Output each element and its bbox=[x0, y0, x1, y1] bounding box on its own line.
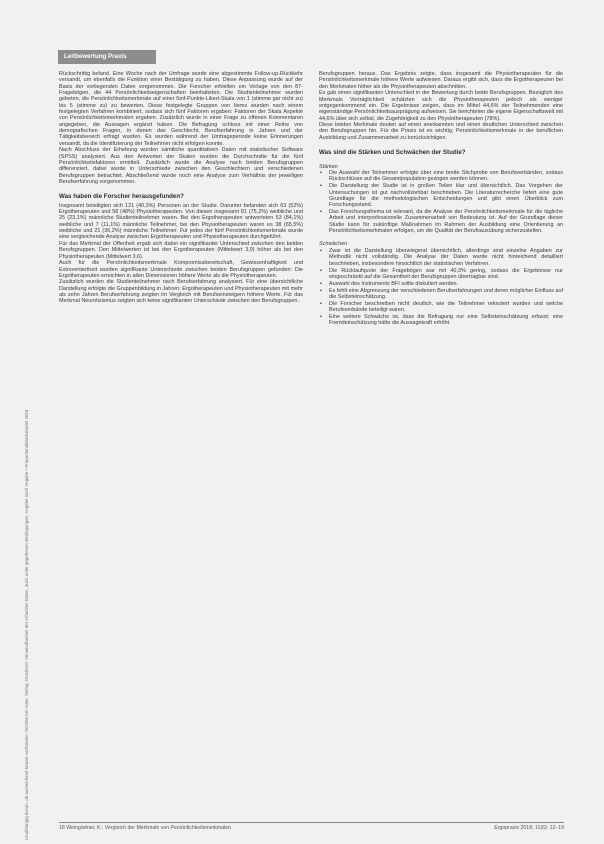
paragraph: Zusätzlich wurden die Studienteilnehmer nach Berufserfahrung analysiert. Für eine übersichtliche Darstellung erfolgte die Gruppenbildung in Jahren: Ergotherapeuten und Physiotherapeuten mit mehr als zehn Jahren Berufserfahrung zeigten im Vergleich mit Berufseinsteigern höhere Werte. Für das Merkmal Neurotizismus zeigten sich keine signifikanten Unterschiede zwischen den Berufsgruppen. bbox=[59, 279, 303, 305]
list-item: ▪ Das Forschungsthema ist relevant, da die Analyse der Persönlichkeitsmerkmale für die tägliche Arbeit und interprofessionelle Zusammenarbeit von Bedeutung ist. Auf der Grundlage dieser Studie kann für zukünftige Maßnahmen im Rahmen der Ausbildung eine Orientierung an Persönlichkeitsmerkmalen erfolgen, um die Qualität der Berufsausübung sicherzustellen. bbox=[320, 209, 563, 235]
paragraph: Auch für die Persönlichkeitsmerkmale Kompromissbereitschaft, Gewissenhaftigkeit und Extrovertiertheit wurden signifikante Unterschiede zwischen beiden Berufsgruppen gefunden: Die Ergotherapeuten erreichten in allen Dimensionen höhere Werte als die Physiotherapeuten. bbox=[59, 260, 303, 279]
paragraph: Es gab einen signifikanten Unterschied in der Bewertung durch beide Berufsgruppen. Bezüglich des Merkmals Verträglichkeit schätzten sich die Physiotherapeuten jedoch als weniger entgegenkommend ein. Die Ergebnisse zeigen, dass im Mittel 44,6% der Teilnehmenden eine eigenständige Persönlichkeitsausprägung aufweisen. Sie berichteten die eigene Eigenschaftswelt mit 44,6% über sich selbst, die Zugehörigkeit zu den Physiotherapeuten (78%). bbox=[319, 90, 563, 122]
bullet-icon: ▪ bbox=[320, 267, 322, 274]
list-item: ▪ Eine weitere Schwäche ist, dass die Befragung nur eine Selbsteinschätzung erfasst; eine Fremdeinschätzung hätte die Aussagekraft erhöht. bbox=[320, 313, 563, 327]
paragraph: Insgesamt beteiligten sich 121 (40,3%) Personen an der Studie. Darunter befanden sich 63 (52%) Ergotherapeuten und 58 (48%) Physiotherapeuten. Von diesen insgesamt 81 (75,2%) weibliche und 25 (23,1%) männliche Studienteilnehmer waren. Bei den Ergotherapeuten antworteten 53 (84,1%) weibliche und 7 (11,1%) männliche Teilnehmer, bei den Physiotherapeuten waren es 38 (65,5%) weibliche und 21 (36,2%) männliche Teilnehmer. Für jedes der fünf Persönlichkeitsmerkmale wurde eine vergleichende Analyse zwischen Ergotherapeuten und Physiotherapeuten durchgeführt. bbox=[59, 202, 303, 241]
bullet-icon: ▪ bbox=[320, 209, 322, 216]
list-item: ▪ Zwar ist die Darstellung überwiegend übersichtlich, allerdings sind einzelne Angaben zur Methodik nicht vollständig. Die Analyse der Daten wurde nicht hinreichend detailliert beschrieben, insbesondere hinsichtlich der statistischen Verfahren. bbox=[320, 248, 563, 267]
section-heading: Was sind die Stärken und Schwächen der Studie? bbox=[319, 149, 466, 157]
bullet-icon: ▪ bbox=[320, 280, 322, 287]
footer-citation: 18 Weingärtner, K.: Vergleich der Merkmale von Persönlichkeitsmerkmalen bbox=[59, 825, 232, 831]
bullet-icon: ▪ bbox=[320, 313, 322, 320]
bullet-icon: ▪ bbox=[320, 300, 322, 307]
section-tag: Leitbewertung Praxis bbox=[58, 50, 156, 64]
list-item: ▪ Die Forscher beschreiben nicht deutlich, wie die Teilnehmer rekrutiert wurden und welche Berufsverbände beteiligt waren. bbox=[320, 300, 563, 314]
list-item: ▪ Es fehlt eine Abgrenzung der verschiedenen Berufserfahrungen und deren möglicher Einfluss auf die Selbsteinschätzung. bbox=[320, 287, 563, 300]
bullet-icon: ▪ bbox=[320, 183, 322, 190]
bullet-icon: ▪ bbox=[320, 170, 322, 177]
footer-journal: Ergopraxis 2018; 11(6): 12–19 bbox=[494, 825, 564, 831]
section-heading: Was haben die Forscher herausgefunden? bbox=[59, 193, 184, 201]
paragraph: Nach Abschluss der Erhebung wurden sämtliche quantitativen Daten mit statistischer Software (SPSS) analysiert. Aus den Antworten der Skalen wurden die Durchschnitte für die fünf Persönlichkeitsfaktoren ermittelt. Zusätzlich wurde die Analyse nach beiden Berufsgruppen differenziert, dabei wurde in Unterschiede zwischen den Geschlechtern und verschiedenen Berufsgruppen betrachtet. Abschließend wurde noch eine Analyse zum Verhältnis der jeweiligen Berufserfahrung vorgenommen. bbox=[59, 147, 303, 186]
paragraph: Für das Merkmal der Offenheit ergab sich dabei ein signifikanter Unterschied zwischen den beiden Berufsgruppen. Den Mittelwerten ist bei den Ergotherapeuten (Mittelwert 3,9) höher als bei den Physiotherapeuten (Mittelwert 3,6). bbox=[59, 240, 303, 260]
bullet-icon: ▪ bbox=[320, 248, 322, 254]
right-column bbox=[319, 71, 563, 327]
paragraph: Berufsgruppen heraus. Das Ergebnis zeigte, dass insgesamt die Physiotherapeuten für die Persönlichkeitsmerkmale höhere Werte aufwiesen. Daraus ergibt sich, dass die Ergotherapeuten bei den Merkmalen höher als die Physiotherapeuten abschnitten. bbox=[319, 71, 563, 90]
weaknesses-list bbox=[319, 248, 563, 327]
subheading-weaknesses: Schwächen bbox=[319, 241, 348, 248]
list-item: ▪ Auswahl des Instruments BFI sollte diskutiert werden. bbox=[320, 280, 459, 287]
list-item: ▪ Die Auswahl der Teilnehmer erfolgte über eine breite Stichprobe von Berufsverbänden, sodass Rückschlüsse auf die Gesamtpopulation gezogen werden können. bbox=[320, 170, 563, 183]
subheading-strengths: Stärken bbox=[319, 163, 338, 170]
bullet-icon: ▪ bbox=[320, 287, 322, 294]
left-column bbox=[59, 71, 303, 305]
list-item: ▪ Die Darstellung der Studie ist in großen Teilen klar und übersichtlich. Das Vorgehen der Untersuchungen ist gut nachvollziehbar beschrieben. Die Literaturrecherche liefert eine gute Grundlage für die methodologischen Entscheidungen und gibt einen Überblick zum Forschungsstand. bbox=[320, 183, 563, 209]
side-note: Unabhängig davon, ob ausreichend Masse vorhanden: Schritte bei Autor, Verlag, Druckerei. Verwendbarkeit der erfassten Daten, auch unter gegebenen Bedingungen, Angabe nach Angabe • Proportionalitätsbeispiel 2018 bbox=[24, 409, 29, 840]
paragraph: Diese beiden Merkmale deuten auf einen anerkannten und einen deutlichen Unterschied zwischen den Berufsgruppen hin. Für die Praxis ist es wichtig, Persönlichkeitsmerkmale in der beruflichen Ausbildung und Zusammenarbeit zu berücksichtigen. bbox=[319, 122, 563, 141]
strengths-list bbox=[319, 170, 563, 234]
list-item: ▪ Die Rücklaufquote der Fragebögen war mit 40,3% gering, sodass die Ergebnisse nur eingeschränkt auf die Gesamtheit der Berufsgruppen übertragbar sind. bbox=[320, 267, 563, 280]
page-footer bbox=[59, 822, 564, 832]
paragraph: Rückschrittig befand. Eine Woche nach der Umfrage wurde eine abgestimmte Follow-up-Rückkehr versandt, um ebenfalls die Funktion einer Bestätigung zu haben. Diese Anpassung wurde auf der Basis der vorliegenden Daten vorgenommen. Die Forscher erhielten ein Vorlage von den 87-Fragebögen, die 44 Persönlichkeitseigenschaften beinhalteten. Die Studienteilnehmer wurden gebeten, die Persönlichkeitsmerkmale auf einer fünf-Punkte-Likert-Skala von 1 (stimme gar nicht zu) bis 5 (stimme zu) zu bewerten. Diese festgelegte Gruppen von Items wurden nach einem festgelegten Verfahren kombiniert, sodass sich fünf Faktoren ergaben: Faktoren der Skala Aspekte von Persönlichkeitsmerkmalen ergaben. Zusätzlich wurde in einer Frage zu offenen Kommentaren angegeben, die Aussagen ergänzt haben. Die Befragung schloss mit einer Reihe von demografischen Fragen, in denen das Geschlecht, Berufserfahrung in Jahren und der Tätigkeitsbereich erfragt wurden. Es wurden während der Umfrageperiode keine Erinnerungen versandt, da die Identifizierung der Teilnehmer nicht erfolgen konnte. bbox=[59, 71, 303, 147]
